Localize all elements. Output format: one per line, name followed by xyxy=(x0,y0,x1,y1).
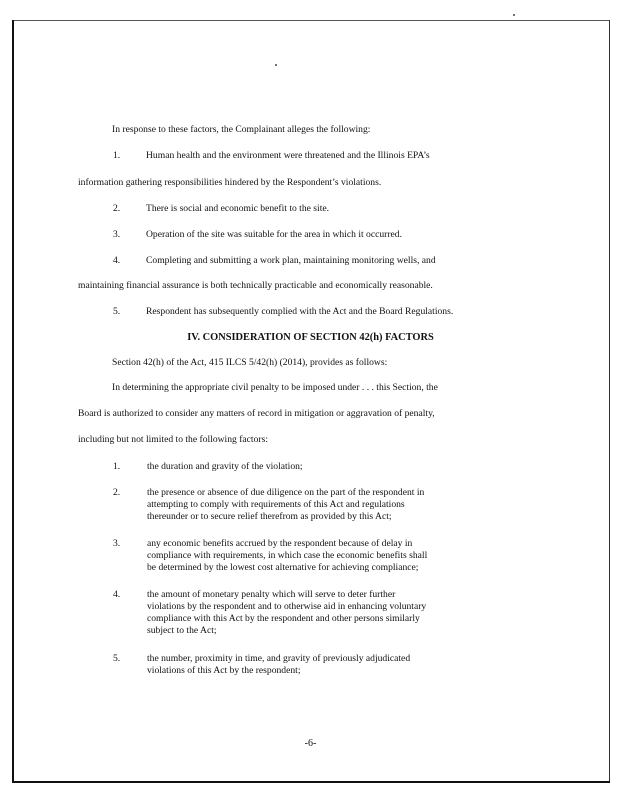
allegation-text-continued: maintaining financial assurance is both technically practicable and economically reasonable. xyxy=(78,280,433,291)
scan-speck xyxy=(513,14,515,16)
factor-text: subject to the Act; xyxy=(147,625,217,636)
quote-line: In determining the appropriate civil penalty to be imposed under . . . this Section, the xyxy=(112,382,438,393)
factor-number: 1. xyxy=(113,461,121,472)
factor-text: thereunder or to secure relief therefrom as provided by this Act; xyxy=(147,511,392,522)
factor-text: the duration and gravity of the violation; xyxy=(147,461,303,472)
allegation-text: Operation of the site was suitable for the area in which it occurred. xyxy=(146,229,403,240)
intro-paragraph: In response to these factors, the Complainant alleges the following: xyxy=(112,124,371,135)
factor-number: 4. xyxy=(113,589,121,600)
factor-text: compliance with this Act by the respondent and other persons similarly xyxy=(147,613,420,624)
factor-text: violations by the respondent and to otherwise aid in enhancing voluntary xyxy=(147,601,427,612)
page-border-right xyxy=(609,20,610,782)
allegation-text: Respondent has subsequently complied with the Act and the Board Regulations. xyxy=(146,306,454,317)
allegation-number: 1. xyxy=(113,150,121,161)
section-heading: IV. CONSIDERATION OF SECTION 42(h) FACTORS xyxy=(187,332,434,343)
factor-number: 3. xyxy=(113,538,121,549)
section-intro: Section 42(h) of the Act, 415 ILCS 5/42(h) (2014), provides as follows: xyxy=(112,357,388,368)
allegation-text-continued: information gathering responsibilities hindered by the Respondent’s violations. xyxy=(78,177,382,188)
scan-speck xyxy=(275,64,277,66)
quote-line: Board is authorized to consider any matters of record in mitigation or aggravation of penalty, xyxy=(78,408,435,419)
factor-text: the amount of monetary penalty which will serve to deter further xyxy=(147,589,396,600)
page-border-bottom xyxy=(12,781,610,783)
factor-text: attempting to comply with requirements of this Act and regulations xyxy=(147,499,405,510)
allegation-number: 2. xyxy=(113,203,121,214)
factor-number: 5. xyxy=(113,653,121,664)
factor-text: be determined by the lowest cost alternative for achieving compliance; xyxy=(147,562,419,573)
page-number: -6- xyxy=(304,738,317,749)
factor-text: any economic benefits accrued by the respondent because of delay in xyxy=(147,538,413,549)
allegation-number: 3. xyxy=(113,229,121,240)
allegation-text: Completing and submitting a work plan, maintaining monitoring wells, and xyxy=(146,255,436,266)
allegation-number: 5. xyxy=(113,306,121,317)
factor-number: 2. xyxy=(113,487,121,498)
page-border-left xyxy=(12,20,14,782)
quote-line: including but not limited to the following factors: xyxy=(78,434,268,445)
factor-text: the number, proximity in time, and gravity of previously adjudicated xyxy=(147,653,411,664)
page-border-top xyxy=(12,20,610,21)
factor-text: violations of this Act by the respondent; xyxy=(147,665,301,676)
factor-text: compliance with requirements, in which case the economic benefits shall xyxy=(147,550,428,561)
allegation-text: There is social and economic benefit to the site. xyxy=(146,203,330,214)
allegation-text: Human health and the environment were threatened and the Illinois EPA’s xyxy=(146,150,430,161)
factor-text: the presence or absence of due diligence on the part of the respondent in xyxy=(147,487,425,498)
allegation-number: 4. xyxy=(113,255,121,266)
